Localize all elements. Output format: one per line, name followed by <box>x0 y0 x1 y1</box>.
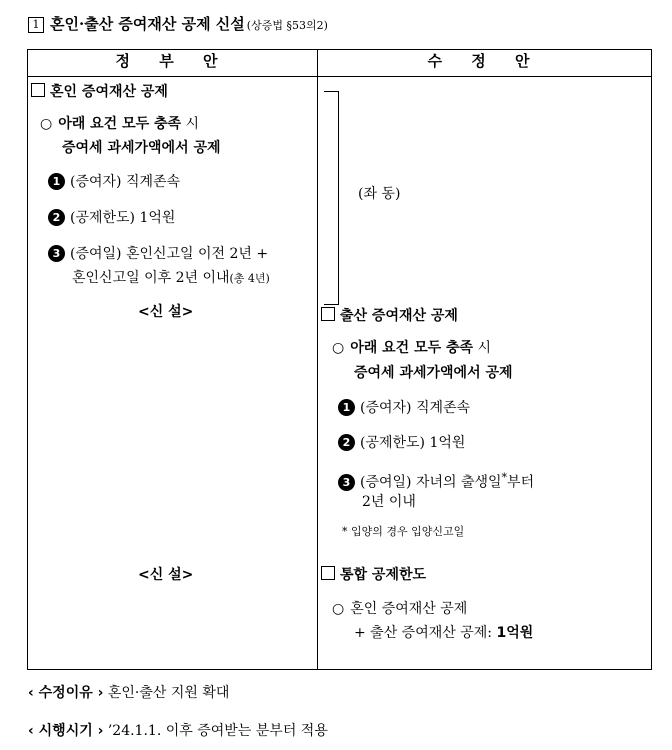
right-limit-title: 통합 공제한도 <box>321 564 426 586</box>
effective-row <box>28 720 328 742</box>
right-footnote: * 입양의 경우 입양신고일 <box>342 525 465 538</box>
checkbox-square-icon <box>321 566 335 580</box>
header-revised-proposal: 수 정 안 <box>318 50 652 77</box>
left-column <box>28 77 318 670</box>
number-1-icon: 1 <box>48 173 65 190</box>
right-condition-line1: ○ 아래 요건 모두 충족 시 <box>332 340 492 356</box>
section-title-ref: (상증법 §53의2) <box>246 19 328 32</box>
left-condition-line1: ○ 아래 요건 모두 충족 시 <box>40 116 200 132</box>
section-title <box>28 12 328 38</box>
left-section-title: 혼인 증여재산 공제 <box>31 81 168 103</box>
right-item-2: 2 (공제한도) 1억원 <box>338 432 465 454</box>
left-item-1: 1 (증여자) 직계존속 <box>48 171 180 193</box>
effective-text: ’24.1.1. 이후 증여받는 분부터 적용 <box>107 723 328 739</box>
number-2-icon: 2 <box>338 434 355 451</box>
right-birth-title: 출산 증여재산 공제 <box>321 305 458 327</box>
effective-label: ‹ 시행시기 › <box>28 723 104 739</box>
checkbox-square-icon <box>321 307 335 321</box>
reason-row <box>28 682 229 704</box>
number-2-icon: 2 <box>48 209 65 226</box>
reason-label: ‹ 수정이유 › <box>28 685 104 701</box>
left-item-2: 2 (공제한도) 1억원 <box>48 207 175 229</box>
number-3-icon: 3 <box>338 474 355 491</box>
bracket-divider <box>324 91 339 305</box>
comparison-table <box>27 49 652 670</box>
right-column <box>318 77 652 670</box>
header-government-proposal: 정 부 안 <box>28 50 318 77</box>
left-new-label-2: <신 설> <box>138 567 194 583</box>
right-condition-line2: 증여세 과세가액에서 공제 <box>354 365 513 381</box>
left-item-3: 3 (증여일) 혼인신고일 이전 2년 + <box>48 243 268 265</box>
right-limit-line2: + 출산 증여재산 공제: 1억원 <box>354 625 534 641</box>
right-same-as-left: (좌 동) <box>358 186 401 202</box>
left-condition-line2: 증여세 과세가액에서 공제 <box>62 140 221 156</box>
section-number-box: 1 <box>28 17 44 33</box>
number-1-icon: 1 <box>338 399 355 416</box>
right-limit-line1: ○ 혼인 증여재산 공제 <box>332 601 468 617</box>
right-item-1: 1 (증여자) 직계존속 <box>338 397 470 419</box>
number-3-icon: 3 <box>48 245 65 262</box>
right-item-3-line2: 2년 이내 <box>362 494 416 510</box>
left-item-3-line2: 혼인신고일 이후 2년 이내(총 4년) <box>72 270 270 286</box>
section-title-main: 혼인·출산 증여재산 공제 신설 <box>50 15 245 33</box>
left-new-label-1: <신 설> <box>138 304 194 320</box>
reason-text: 혼인·출산 지원 확대 <box>107 685 230 701</box>
checkbox-square-icon <box>31 83 45 97</box>
right-item-3: 3 (증여일) 자녀의 출생일*부터 <box>338 467 534 494</box>
